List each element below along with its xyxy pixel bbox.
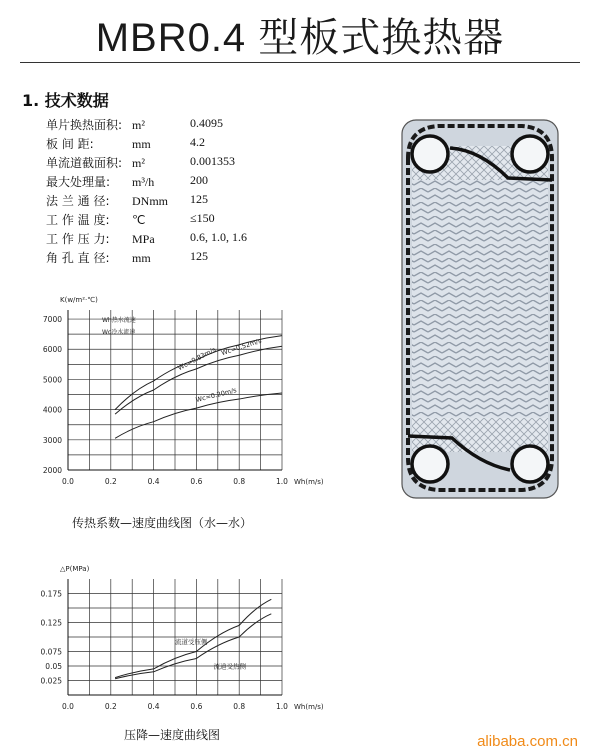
x-tick-label: 0.4 [147,477,160,486]
spec-unit: mm [132,137,151,151]
x-tick-label: 0.0 [62,477,74,486]
series-label: Wc=0.83m/s [176,345,218,373]
spec-label: 单片换热面积: [46,118,123,132]
spec-label: 板 间 距: [46,137,94,151]
spec-label: 最大处理量: [46,175,111,189]
x-tick-label: 0.0 [62,702,74,711]
spec-label: 工 作 温 度: [46,213,110,227]
spec-unit: mm [132,251,151,265]
x-tick-label: 0.4 [147,702,160,711]
heat-exchanger-plate-image [400,118,560,500]
x-tick-label: 1.0 [276,702,288,711]
spec-unit: m³/h [132,175,155,189]
title-rule [20,62,580,63]
y-tick-label: 2000 [42,466,62,475]
chart1-caption: 传热系数—速度曲线图（水—水） [72,516,253,530]
x-tick-label: 0.2 [104,702,117,711]
spec-row [46,116,223,133]
section-title: 1. 技术数据 [22,91,109,110]
spec-value: ≤150 [190,211,215,225]
legend-entry: Wc冷水流速 [102,329,136,336]
spec-row [46,135,205,152]
spec-row [46,230,247,247]
x-tick-label: 0.6 [190,477,203,486]
spec-label: 工 作 压 力: [46,232,110,246]
spec-unit: ℃ [132,213,146,227]
y-tick-label: 7000 [42,315,62,325]
pressure-drop-chart [0,555,340,715]
chart2-caption: 压降—速度曲线图 [124,728,221,742]
y-axis-label: K(w/m²·℃) [60,296,98,304]
spec-unit: m² [132,118,145,132]
y-tick-label: 3000 [42,435,62,445]
y-tick-label: 0.025 [40,676,62,686]
spec-value: 0.6, 1.0, 1.6 [190,230,247,244]
y-tick-label: 6000 [42,345,62,355]
spec-value: 200 [190,173,208,187]
spec-value: 0.4095 [190,116,223,130]
x-axis-label: Wh(m/s) [294,703,324,711]
y-tick-label: 0.175 [40,589,62,599]
series-label: 流道受压侧 [175,637,208,646]
series-label: Wc=0.52m/s [220,336,263,358]
spec-row [46,211,215,228]
x-tick-label: 0.8 [233,477,246,486]
spec-row [46,249,208,266]
spec-row [46,173,208,190]
spec-value: 125 [190,192,208,206]
x-tick-label: 0.2 [104,477,117,486]
spec-value: 4.2 [190,135,205,149]
y-axis-label: △P(MPa) [60,565,90,573]
y-tick-label: 0.125 [40,618,62,628]
x-tick-label: 1.0 [276,477,288,486]
series-label: 流道受热侧 [213,662,247,671]
y-tick-label: 0.075 [40,647,62,657]
series-label: Wc=0.20m/s [194,386,238,405]
spec-value: 0.001353 [190,154,235,168]
page-title: MBR0.4 型板式换热器 [95,16,505,60]
spec-unit: MPa [132,232,155,246]
watermark: alibaba.com.cn [477,733,578,750]
y-tick-label: 4000 [42,405,62,415]
spec-row [46,154,235,171]
series-line [115,614,271,679]
y-tick-label: 0.05 [45,662,62,671]
spec-label: 角 孔 直 径: [46,251,110,265]
x-tick-label: 0.6 [190,702,203,711]
spec-value: 125 [190,249,208,263]
x-tick-label: 0.8 [233,702,246,711]
spec-label: 法 兰 通 径: [46,194,110,208]
legend-entry: Wh热水流速 [102,317,136,324]
spec-unit: m² [132,156,145,170]
y-tick-label: 5000 [42,375,62,385]
x-axis-label: Wh(m/s) [294,478,324,486]
heat-transfer-chart [0,282,340,512]
spec-label: 单流道截面积: [46,156,123,170]
spec-unit: DNmm [132,194,168,208]
spec-row [46,192,208,209]
